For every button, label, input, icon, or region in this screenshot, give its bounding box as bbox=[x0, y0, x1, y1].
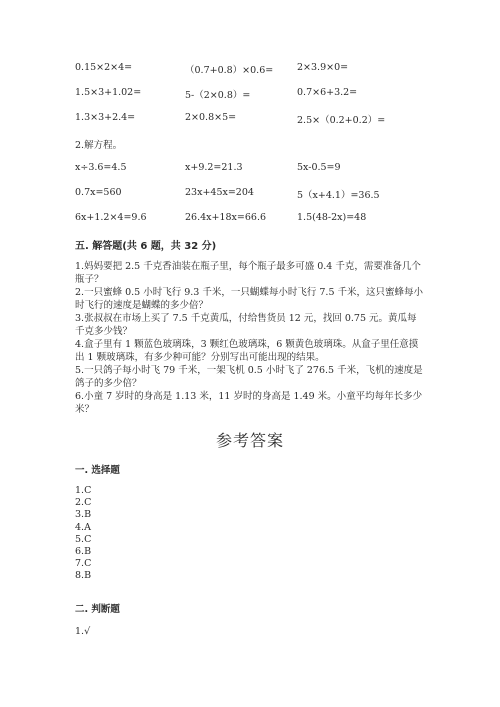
problem-list bbox=[75, 260, 425, 416]
answer-item: 1.C bbox=[75, 485, 92, 496]
equation-row bbox=[75, 162, 435, 176]
calc-item: 5-（2×0.8）= bbox=[185, 90, 251, 101]
problem-item: 5.一只鸽子每小时飞 79 千米，一架飞机 0.5 小时飞了 276.5 千米，飞机的速度是鸽子的多少倍？ bbox=[75, 365, 423, 389]
answer-section-judge: 二. 判断题 bbox=[75, 604, 120, 615]
answer-key-title: 参考答案 bbox=[215, 431, 284, 450]
choice-answer-list bbox=[75, 485, 91, 583]
answer-item: 1.√ bbox=[75, 626, 91, 637]
equation-item: x÷3.6=4.5 bbox=[75, 162, 127, 173]
calc-item: 1.5×3+1.02= bbox=[75, 87, 142, 98]
answer-item: 3.B bbox=[75, 509, 92, 521]
equation-item: 6x+1.2×4=9.6 bbox=[75, 212, 147, 223]
answer-item: 8.B bbox=[75, 570, 92, 582]
calc-item: 2×3.9×0= bbox=[297, 62, 349, 73]
equation-item: 26.4x+18x=66.6 bbox=[185, 212, 267, 223]
calc-item: 2.5×（0.2+0.2）= bbox=[297, 115, 386, 126]
answer-section-choice: 一. 选择题 bbox=[75, 465, 120, 476]
calc-item: 0.15×2×4= bbox=[75, 62, 133, 73]
judge-answer-list bbox=[75, 626, 90, 638]
equation-item: 1.5(48-2x)=48 bbox=[297, 212, 367, 223]
problem-item: 3.张叔叔在市场上买了 7.5 千克黄瓜，付给售货员 12 元，找回 0.75 元。黄瓜每千克多少钱？ bbox=[75, 313, 417, 337]
equation-item: 0.7x=560 bbox=[75, 187, 122, 198]
problem-item: 1.妈妈要把 2.5 千克香油装在瓶子里，每个瓶子最多可盛 0.4 千克，需要准备几个瓶子？ bbox=[75, 261, 421, 285]
calc-row bbox=[75, 62, 435, 76]
equation-row bbox=[75, 212, 435, 226]
calc-item: （0.7+0.8）×0.6= bbox=[185, 65, 274, 76]
answer-item: 2.C bbox=[75, 497, 92, 509]
equation-item: 5x-0.5=9 bbox=[297, 162, 341, 173]
section-label-equations: 2.解方程。 bbox=[75, 140, 123, 151]
problem-item: 2.一只蜜蜂 0.5 小时飞行 9.3 千米，一只蝴蝶每小时飞行 7.5 千米，这只蜜蜂每小时飞行的速度是蝴蝶的多少倍？ bbox=[75, 287, 424, 311]
equation-item: 23x+45x=204 bbox=[185, 187, 254, 198]
calc-row bbox=[75, 112, 435, 126]
problem-item: 4.盒子里有 1 颗蓝色玻璃珠，3 颗红色玻璃珠，6 颗黄色玻璃珠。从盒子里任意摸出 1 颗玻璃珠，有多少种可能？分别写出可能出现的结果。 bbox=[75, 339, 419, 363]
answer-item: 5.C bbox=[75, 533, 92, 545]
answer-item: 7.C bbox=[75, 558, 92, 570]
calc-item: 0.7×6+3.2= bbox=[297, 87, 358, 98]
equation-item: 5（x+4.1）=36.5 bbox=[297, 190, 380, 201]
calc-row bbox=[75, 87, 435, 101]
equation-row bbox=[75, 187, 435, 201]
problem-item: 6.小童 7 岁时的身高是 1.13 米，11 岁时的身高是 1.49 米。小童平均每年长多少米？ bbox=[75, 391, 423, 415]
answer-item: 6.B bbox=[75, 545, 92, 557]
calc-item: 2×0.8×5= bbox=[185, 112, 237, 123]
section-heading-word-problems: 五. 解答题(共 6 题，共 32 分) bbox=[75, 241, 217, 252]
calc-item: 1.3×3+2.4= bbox=[75, 112, 136, 123]
answer-item: 4.A bbox=[75, 521, 91, 533]
equation-item: x+9.2=21.3 bbox=[185, 162, 243, 173]
